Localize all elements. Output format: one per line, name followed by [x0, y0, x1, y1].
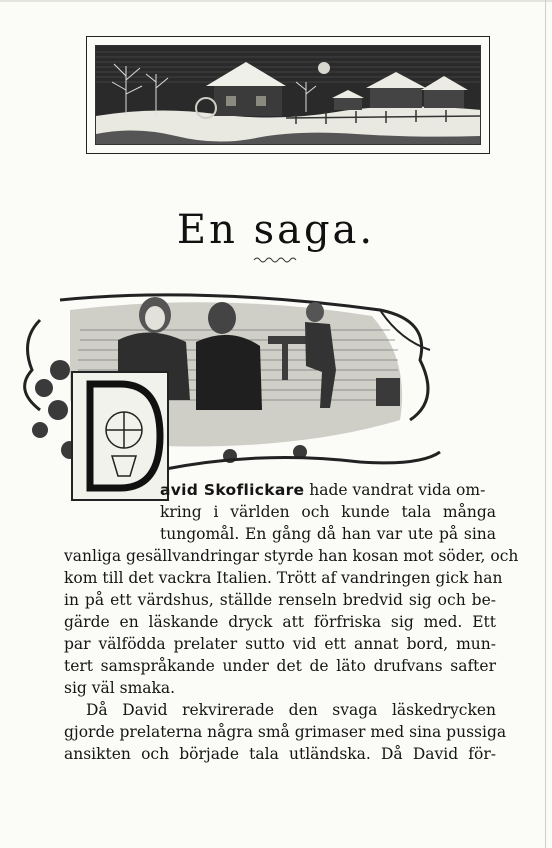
text-line-5: kom till det vackra Italien. Trött af vandringen gick han — [64, 569, 503, 587]
text-line-10: sig väl smaka. — [64, 679, 176, 697]
page-top-edge — [0, 0, 552, 2]
winter-village-engraving — [95, 45, 481, 145]
page-title: En saga. — [176, 207, 376, 253]
text-line-13: ansikten och började tala utländska. Då David för- — [64, 745, 496, 763]
text-line-1 — [160, 480, 490, 502]
title-flourish-ornament — [252, 256, 302, 264]
dropcap-name-emphasis: avid Skoflickare — [160, 481, 305, 499]
text-line-7: gärde en läskande dryck att förfriska sig med. Ett — [64, 613, 496, 631]
text-line-9: tert samspråkande under det de läto drufvans safter — [64, 657, 496, 675]
text-line-4: vanliga gesällvandringar styrde han kosan mot söder, och — [64, 547, 519, 565]
headpiece-frame — [86, 36, 490, 154]
text-line-8: par välfödda prelater sutto vid ett annat bord, mun- — [64, 635, 496, 653]
text-line-11: Då David rekvirerade den svaga läskedrycken — [86, 701, 496, 719]
winter-scene-illustration — [96, 46, 481, 145]
text-line-6: in på ett värdshus, ställde renseln bredvid sig och be- — [64, 591, 496, 609]
text-line-3: tungomål. En gång då han var ute på sina — [160, 525, 496, 543]
page-right-edge — [545, 0, 546, 848]
text-line-12: gjorde prelaterna några små grimaser med sina pussiga — [64, 723, 507, 741]
text-line-1-rest: hade vandrat vida om- — [304, 481, 486, 499]
text-line-2: kring i världen och kunde tala många — [160, 503, 496, 521]
